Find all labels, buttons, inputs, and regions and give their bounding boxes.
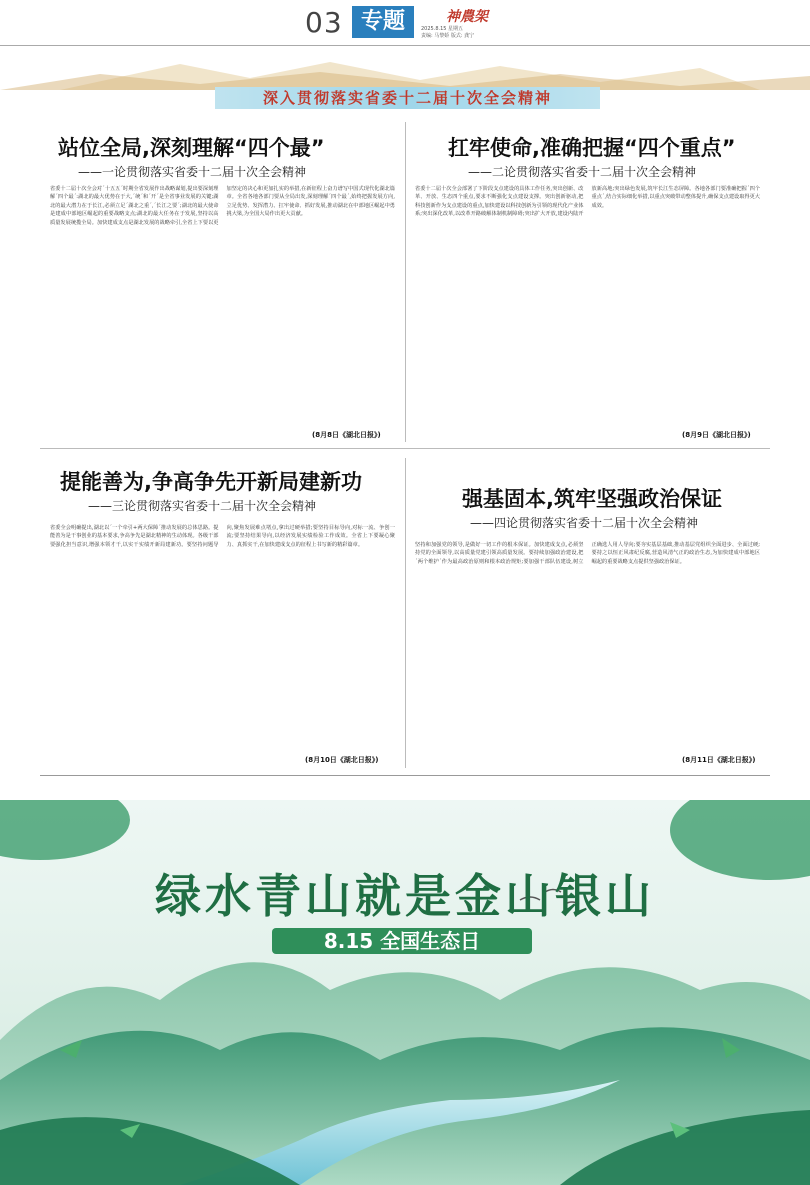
poster-title: 绿水青山就是金山银山: [155, 869, 655, 923]
section-label: 专题: [352, 6, 414, 38]
article-2-body: 省委十二届十次全会部署了下阶段支点建设的具体工作任务,突出创新、改革、开放、生态四个重点,要求不断强化支点建设支撑。突出创新驱动,把科技创新作为支点建设的重点,加快建设以科技创新为引领的现代化产业体系;突出深化改革,以改革开路破解体制机制障碍;突出扩大开放,建设内陆开放新高地;突出绿色发展,筑牢长江生态屏障。各地各部门要准确把握´四个重点´,结合实际细化举措,以重点突破带动整体提升,确保支点建设取得更大成效。: [415, 186, 760, 218]
article-3-subtitle: ——三论贯彻落实省委十二届十次全会精神: [88, 499, 317, 513]
article-4-body: 坚持和加强党的领导,是做好一切工作的根本保证。加快建成支点,必须坚持党的全面领导,以高质量党建引领高质量发展。要持续加强政治建设,把´两个维护´作为最高政治原则和根本政治规矩;要加强干部队伍建设,树立正确选人用人导向;要夯实基层基础,推动基层党组织全面进步、全面过硬;要持之以恒正风肃纪反腐,营造风清气正的政治生态,为加快建成中部地区崛起的重要战略支点提供坚强政治保证。: [415, 542, 760, 565]
issue-editor: 责编: 马黎娇 版式: 龚宁: [421, 33, 475, 39]
poster-divider: [40, 775, 770, 776]
row-divider: [40, 448, 770, 449]
column-divider: [405, 458, 406, 768]
header-divider: [0, 45, 810, 46]
article-3-body: 省委全会明确提出,湖北以´一个牵引+两大保障´推动发展的总体思路。提能善为是干事创业的基本要求,争高争先是湖北精神的生动体现。各级干部要强化担当意识,增强本领才干,以实干实绩开新局建新功。要坚持问题导向,聚焦发展难点堵点,拿出过硬举措;要坚持目标导向,对标一流、争创一流;要坚持结果导向,以经济发展实绩检验工作成效。全省上下要凝心聚力、真抓实干,在加快建成支点的征程上书写新的精彩篇章。: [50, 525, 395, 548]
newspaper-brand: 神農架: [446, 9, 488, 25]
article-1-title: 站位全局,深刻理解“四个最”: [58, 136, 325, 160]
article-4-source: (8月11日《湖北日报》): [682, 756, 756, 764]
article-2-title: 扛牢使命,准确把握“四个重点”: [448, 136, 736, 160]
issue-meta: [421, 26, 474, 40]
article-4-subtitle: ——四论贯彻落实省委十二届十次全会精神: [470, 516, 699, 530]
banner-decoration: [0, 60, 810, 90]
page-number: 03: [305, 6, 343, 39]
poster-subtitle: 8.15 全国生态日: [272, 928, 532, 954]
article-1-source: (8月8日《湖北日报》): [312, 431, 381, 439]
article-2-source: (8月9日《湖北日报》): [682, 431, 751, 439]
article-3-source: (8月10日《湖北日报》): [305, 756, 379, 764]
article-4-title: 强基固本,筑牢坚强政治保证: [462, 487, 722, 511]
landscape-illustration: [0, 800, 810, 1185]
article-3-title: 提能善为,争高争先开新局建新功: [60, 470, 362, 494]
ecology-day-poster: [0, 800, 810, 1185]
article-1-body: 省委十二届十次全会对´十五五´时期全省发展作出战略谋划,提出要深刻理解´四个最´:湖北的最大优势在于大,´统´和´开´是全省事业发展的关键;湖北的最大潜力在于长江,必须立足´湖北之重´,´长江之要´;湖北的最大使命是建成中部地区崛起的重要战略支点;湖北的最大任务在于发展,坚持以高质量发展统揽全局。加快建成支点是湖北发展的战略牵引,全省上下要以更加坚定的决心和更加扎实的举措,在新征程上奋力谱写中国式现代化湖北篇章。全省各地各部门要从全局出发,深刻理解´四个最´,始终把握发展方向,立足优势、发挥潜力、扛牢使命、抓好发展,推动湖北在中部地区崛起中勇挑大梁,为全国大局作出更大贡献。: [50, 186, 395, 226]
issue-date: 2025.8.15 星期五: [421, 26, 464, 32]
banner-title: 深入贯彻落实省委十二届十次全会精神: [215, 87, 600, 109]
article-2-subtitle: ——二论贯彻落实省委十二届十次全会精神: [468, 165, 697, 179]
article-1-subtitle: ——一论贯彻落实省委十二届十次全会精神: [78, 165, 307, 179]
column-divider: [405, 122, 406, 442]
